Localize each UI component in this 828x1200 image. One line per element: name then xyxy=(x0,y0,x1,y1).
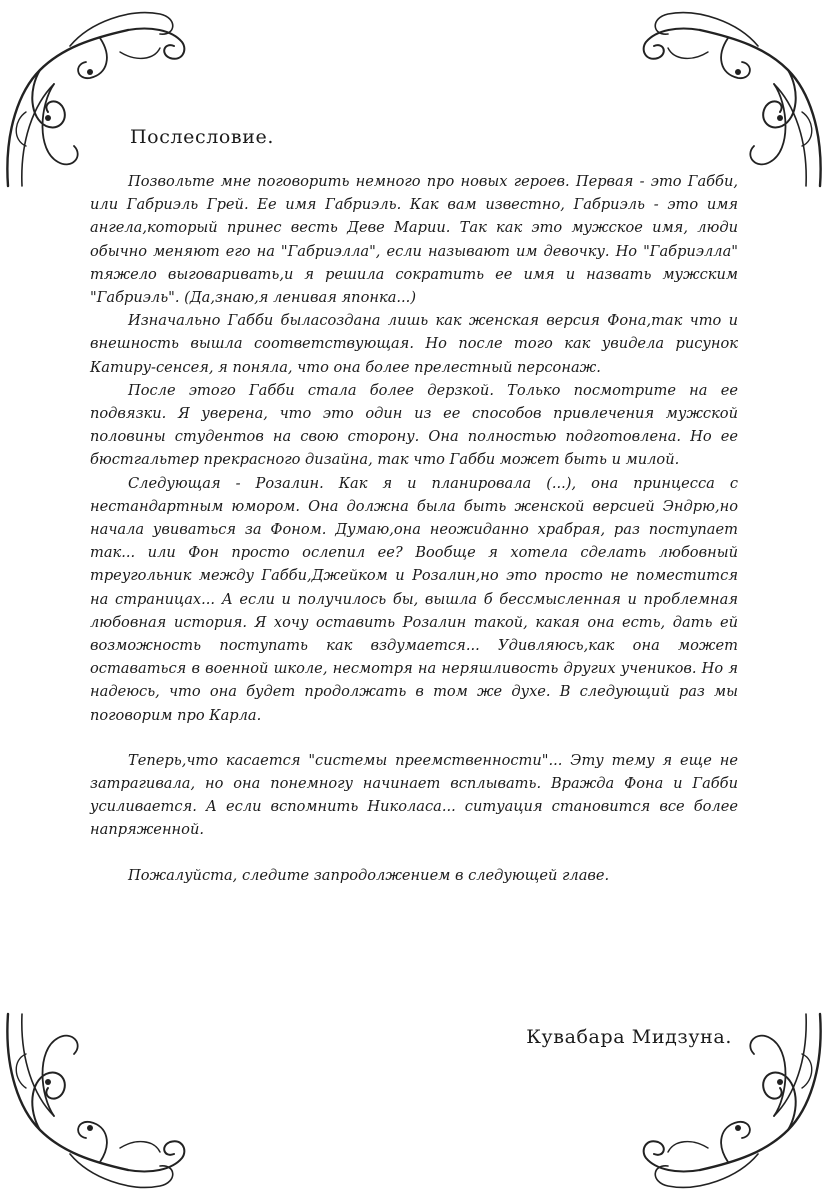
paragraph-gabby-bold: После этого Габби стала более дерзкой. Только посмотрите на ее подвязки. Я уверена, что это один из ее способов привлечения мужской половины студентов на свою сторону. Она полностью подготовлена. Но ее бюстгальтер прекрасного дизайна, так что Габби может быть и милой. xyxy=(90,381,738,469)
paragraph-succession-system: Теперь,что касается "системы преемственности"... Эту тему я еще не затрагивала, но она понемногу начинает всплывать. Вражда Фона и Габби усиливается. А если вспомнить Николаса... ситуация становится все более напряженной. xyxy=(90,751,738,839)
author-signature: Кувабара Мидзуна. xyxy=(526,1026,732,1048)
afterword-page xyxy=(90,118,738,1078)
paragraph-heroes-intro: Позвольте мне поговорить немного про новых героев. Первая - это Габби, или Габриэль Грей. Ее имя Габриэль. Как вам известно, Габриэль - это имя ангела,который принес весть Деве Марии. Так как это мужское имя, люди обычно меняют его на "Габриэлла", если называют им девочку. Но "Габриэлла" тяжело выговаривать,и я решила сократить ее имя и назвать мужским "Габриэль". (Да,знаю,я ленивая японка...) xyxy=(90,173,738,307)
afterword-body xyxy=(90,170,738,887)
paragraph-gabby-origin: Изначально Габби быласоздана лишь как женская версия Фона,так что и внешность вышла соответствующая. Но после того как увидела рисунок Катиру-сенсея, я поняла, что она более прелестный персонаж. xyxy=(90,312,738,376)
paragraph-rosalin: Следующая - Розалин. Как я и планировала (...), она принцесса с нестандартным юмором. Она должна была быть женской версией Эндрю,но начала увиваться за Фоном. Думаю,она неожиданно храбрая, раз поступает так... или Фон просто ослепил ее? Вообще я хотела сделать любовный треугольник между Габби,Джейком и Розалин,но это просто не поместится на страницах... А если и получилось бы, вышла б бессмысленная и проблемная любовная история. Я хочу оставить Розалин такой, какая она есть, дать ей возможность поступать как вздумается... Удивляюсь,как она может оставаться в военной школе, несмотря на неряшливость других учеников. Но я надеюсь, что она будет продолжать в том же духе. В следующий раз мы поговорим про Карла. xyxy=(90,474,738,724)
paragraph-closing: Пожалуйста, следите запродолжением в следующей главе. xyxy=(128,866,610,884)
page-title: Послесловие. xyxy=(130,126,274,148)
